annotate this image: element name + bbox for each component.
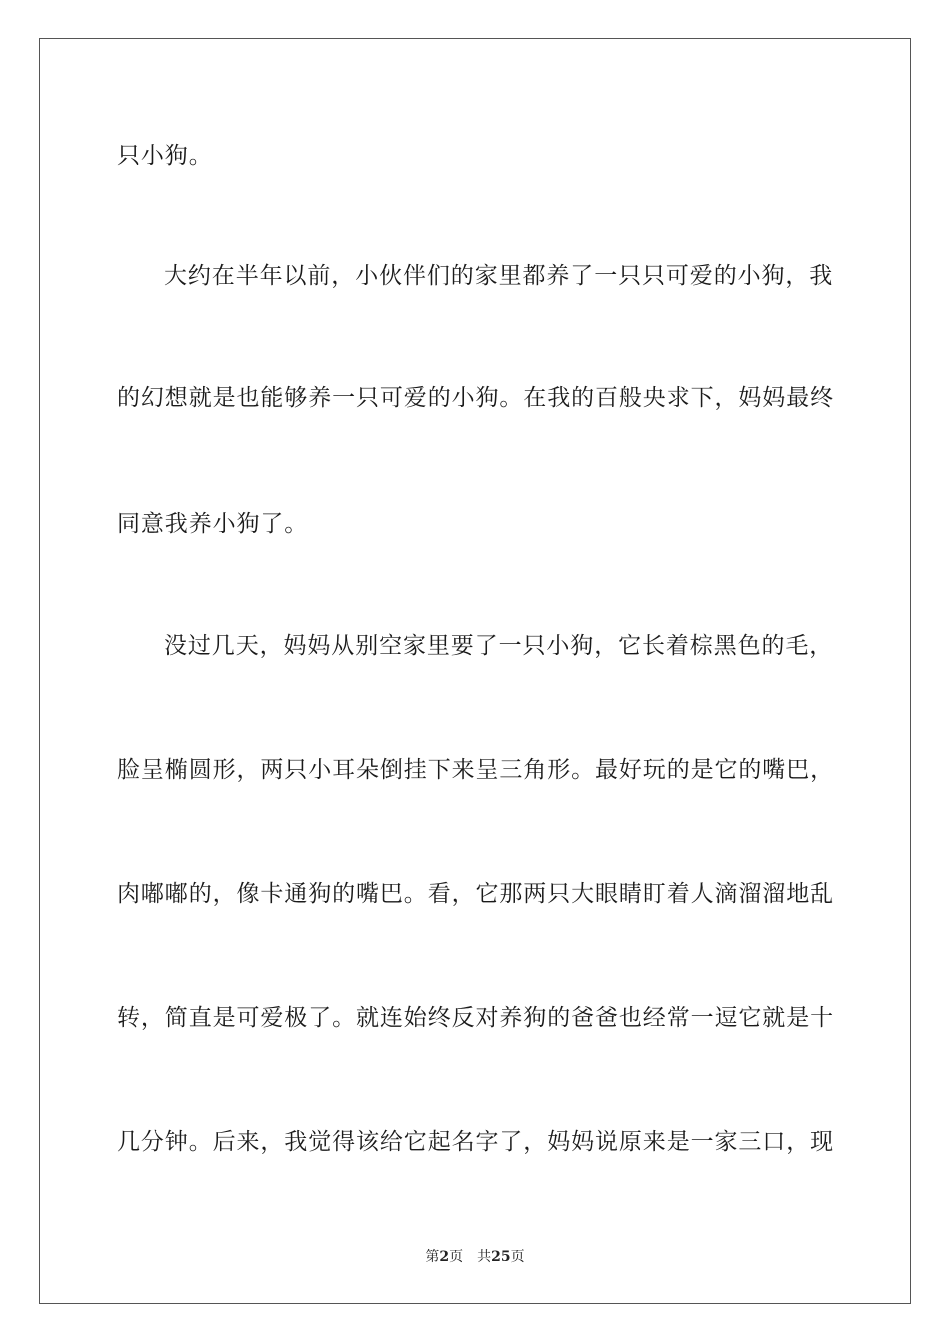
total-pages: 25 bbox=[491, 1249, 511, 1265]
text-line: 几分钟。后来，我觉得该给它起名字了，妈妈说原来是一家三口，现 bbox=[117, 1129, 834, 1155]
text-line: 只小狗。 bbox=[117, 143, 213, 169]
text-line: 同意我养小狗了。 bbox=[117, 511, 309, 537]
text-line: 的幻想就是也能够养一只可爱的小狗。在我的百般央求下，妈妈最终 bbox=[117, 385, 834, 411]
page-border bbox=[39, 38, 911, 1304]
text-line: 大约在半年以前，小伙伴们的家里都养了一只只可爱的小狗，我 bbox=[164, 263, 834, 289]
page-suffix: 页 bbox=[449, 1249, 464, 1265]
page-prefix: 第 bbox=[425, 1249, 440, 1265]
total-suffix: 页 bbox=[510, 1249, 525, 1265]
page-number: 2 bbox=[439, 1249, 450, 1265]
text-line: 没过几天，妈妈从别空家里要了一只小狗，它长着棕黑色的毛， bbox=[164, 633, 834, 659]
text-line: 转，简直是可爱极了。就连始终反对养狗的爸爸也经常一逗它就是十 bbox=[117, 1005, 834, 1031]
total-prefix: 共 bbox=[477, 1249, 492, 1265]
page-footer bbox=[0, 1248, 950, 1266]
text-line: 肉嘟嘟的，像卡通狗的嘴巴。看，它那两只大眼睛盯着人滴溜溜地乱 bbox=[117, 881, 834, 907]
text-line: 脸呈椭圆形，两只小耳朵倒挂下来呈三角形。最好玩的是它的嘴巴， bbox=[117, 757, 834, 783]
